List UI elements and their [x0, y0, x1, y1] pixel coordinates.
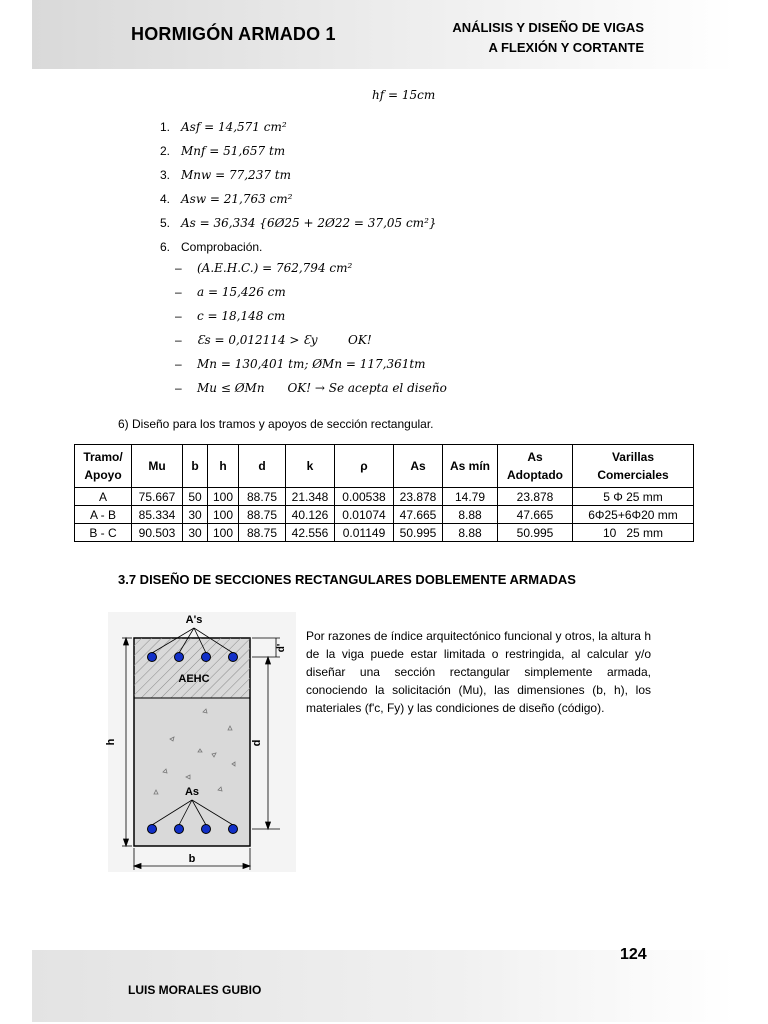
check-item — [175, 304, 447, 328]
table-cell: 50 — [183, 488, 208, 506]
table-cell: 88.75 — [239, 488, 286, 506]
list-number: 2. — [160, 144, 171, 158]
table-cell: 40.126 — [286, 506, 335, 524]
chapter-title — [452, 18, 644, 58]
author-name: LUIS MORALES GUBIO — [128, 983, 262, 997]
table-cell: 88.75 — [239, 524, 286, 542]
chapter-title-line2: A FLEXIÓN Y CORTANTE — [488, 40, 644, 55]
body-paragraph: Por razones de índice arquitectónico funcional y otros, la altura h de la viga puede estar limitada o restringida, al calcular y/o diseñar una sección rectangular simplemente armada, conociendo la solicitación (Mu), las dimensiones (b, h), los materiales (f'c, Fy) y las condiciones de diseño (código). — [306, 629, 651, 715]
chapter-title-line1: ANÁLISIS Y DISEÑO DE VIGAS — [452, 20, 644, 35]
list-item — [160, 115, 437, 139]
table-cell: 0.00538 — [335, 488, 394, 506]
tension-steel-label: As — [184, 786, 200, 798]
table-cell: 50.995 — [498, 524, 573, 542]
compression-steel-label: A's — [185, 614, 203, 626]
bullet-dash: – — [175, 381, 182, 395]
table-cell: 23.878 — [394, 488, 443, 506]
bullet-dash: – — [175, 357, 182, 371]
table-cell: 0.01074 — [335, 506, 394, 524]
dim-b-label: b — [188, 853, 196, 865]
list-text: Mnf = 51,657 tm — [181, 144, 286, 158]
check-item — [175, 352, 447, 376]
table-cell: 8.88 — [443, 506, 498, 524]
col-header: As — [394, 445, 443, 488]
bullet-dash: – — [175, 309, 182, 323]
page-number: 124 — [620, 946, 647, 963]
check-text: (A.E.H.C.) = 762,794 cm² — [197, 261, 353, 275]
table-header-row — [75, 445, 694, 488]
compression-zone-hatch — [134, 638, 250, 698]
table-cell: 30 — [183, 506, 208, 524]
design-table — [74, 444, 694, 542]
list-text: Comprobación. — [181, 240, 263, 254]
rebar-dot — [202, 825, 211, 834]
check-text: Ɛs = 0,012114 > Ɛy OK! — [197, 333, 372, 347]
list-text: Asw = 21,763 cm² — [181, 192, 293, 206]
rebar-dot — [229, 653, 238, 662]
table-cell: 90.503 — [132, 524, 183, 542]
bullet-dash: – — [175, 261, 182, 275]
col-header: As Adoptado — [498, 445, 573, 488]
dim-h-label: h — [105, 738, 117, 746]
list-text: Asf = 14,571 cm² — [181, 120, 287, 134]
table-cell: 10 25 mm — [573, 524, 694, 542]
list-item — [160, 139, 437, 163]
col-header: b — [183, 445, 208, 488]
table-cell: 8.88 — [443, 524, 498, 542]
table-row — [75, 488, 694, 506]
bullet-dash: – — [175, 285, 182, 299]
list-item — [160, 163, 437, 187]
col-header: Varillas Comerciales — [573, 445, 694, 488]
col-header: h — [208, 445, 239, 488]
table-cell: 0.01149 — [335, 524, 394, 542]
section-3-7-heading: 3.7 DISEÑO DE SECCIONES RECTANGULARES DOBLEMENTE ARMADAS — [118, 572, 576, 587]
flange-thickness: hf = 15cm — [372, 88, 436, 102]
rebar-dot — [148, 653, 157, 662]
check-item — [175, 280, 447, 304]
check-item — [175, 376, 447, 400]
table-cell: 50.995 — [394, 524, 443, 542]
check-text: Mu ≤ ØMn OK! → Se acepta el diseño — [197, 381, 447, 395]
table-cell: 75.667 — [132, 488, 183, 506]
table-cell: B - C — [75, 524, 132, 542]
table-cell: 47.665 — [394, 506, 443, 524]
check-item — [175, 328, 447, 352]
table-cell: 88.75 — [239, 506, 286, 524]
rebar-dot — [175, 653, 184, 662]
list-number: 3. — [160, 168, 171, 182]
col-header: Mu — [132, 445, 183, 488]
rebar-dot — [202, 653, 211, 662]
col-header: ρ — [335, 445, 394, 488]
table-cell: 21.348 — [286, 488, 335, 506]
table-cell: 100 — [208, 488, 239, 506]
list-number: 4. — [160, 192, 171, 206]
table-cell: 5 Φ 25 mm — [573, 488, 694, 506]
table-cell: 42.556 — [286, 524, 335, 542]
table-cell: 100 — [208, 524, 239, 542]
table-cell: 30 — [183, 524, 208, 542]
aehc-label: AEHC — [178, 673, 210, 685]
table-cell: 23.878 — [498, 488, 573, 506]
list-number: 6. — [160, 240, 171, 254]
col-header: d — [239, 445, 286, 488]
results-list — [160, 115, 437, 259]
check-text: c = 18,148 cm — [197, 309, 286, 323]
rebar-dot — [148, 825, 157, 834]
col-header: Tramo/ Apoyo — [75, 445, 132, 488]
beam-section-diagram — [105, 612, 296, 872]
table-cell: A - B — [75, 506, 132, 524]
table-cell: 47.665 — [498, 506, 573, 524]
table-row — [75, 524, 694, 542]
check-text: Mn = 130,401 tm; ØMn = 117,361tm — [197, 357, 426, 371]
bullet-dash: – — [175, 333, 182, 347]
list-number: 5. — [160, 216, 171, 230]
list-item — [160, 211, 437, 235]
list-text: Mnw = 77,237 tm — [181, 168, 291, 182]
col-header: k — [286, 445, 335, 488]
dim-d-label: d — [251, 739, 263, 747]
list-text: As = 36,334 {6Ø25 + 2Ø22 = 37,05 cm²} — [181, 216, 437, 230]
table-cell: A — [75, 488, 132, 506]
list-number: 1. — [160, 120, 171, 134]
check-text: a = 15,426 cm — [197, 285, 286, 299]
check-item — [175, 256, 447, 280]
table-cell: 85.334 — [132, 506, 183, 524]
table-cell: 6Φ25+6Φ20 mm — [573, 506, 694, 524]
list-item — [160, 187, 437, 211]
book-title: HORMIGÓN ARMADO 1 — [131, 24, 336, 44]
rebar-dot — [175, 825, 184, 834]
rebar-dot — [229, 825, 238, 834]
verification-list — [175, 256, 447, 400]
table-cell: 14.79 — [443, 488, 498, 506]
table-cell: 100 — [208, 506, 239, 524]
section-6-heading: 6) Diseño para los tramos y apoyos de sección rectangular. — [118, 417, 434, 431]
table-row — [75, 506, 694, 524]
col-header: As mín — [443, 445, 498, 488]
dim-dprime-label: d' — [276, 643, 287, 653]
